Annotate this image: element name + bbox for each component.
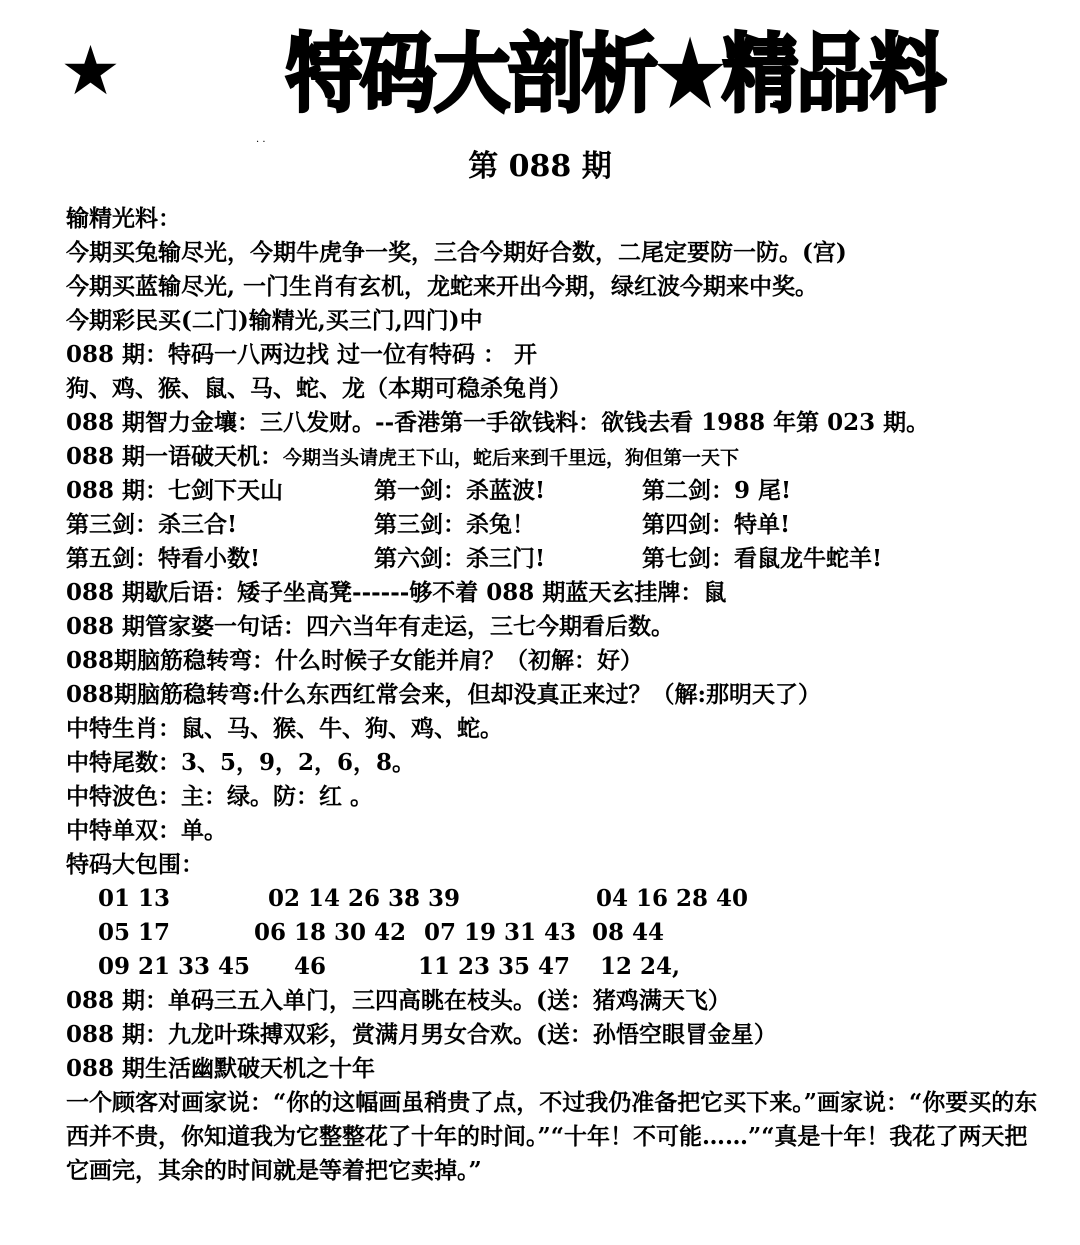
sword-cell: 第一剑：杀蓝波! bbox=[374, 477, 546, 504]
sword-row bbox=[66, 474, 1046, 508]
number-group: 07 19 31 43 bbox=[424, 919, 577, 946]
text-line: 088 期管家婆一句话：四六当年有走运，三七今期看后数。 bbox=[66, 613, 675, 640]
yiyu-text: 今期当头请虎王下山，蛇后来到千里远，狗但第一天下 bbox=[283, 447, 740, 469]
text-line: 中特生肖：鼠、马、猴、牛、狗、鸡、蛇。 bbox=[66, 715, 503, 742]
text-line: 今期买兔输尽光，今期牛虎争一奖，三合今期好合数，二尾定要防一防。(宫) bbox=[66, 239, 847, 266]
star-icon: ★ bbox=[60, 32, 121, 111]
sword-cell: 第三剑：杀三合! bbox=[66, 511, 238, 538]
sword-cell: 第六剑：杀三门! bbox=[374, 545, 546, 572]
yiyu-label: 088 期一语破天机： bbox=[66, 443, 284, 470]
text-line: 中特波色：主：绿。防：红 。 bbox=[66, 783, 374, 810]
issue-number: 第 088 期 bbox=[468, 149, 612, 184]
number-group: 08 44 bbox=[592, 919, 665, 946]
sword-cell: 第三剑：杀兔！ bbox=[374, 511, 535, 538]
text-line: 088 期：单码三五入单门，三四高眺在枝头。(送：猪鸡满天飞） bbox=[66, 987, 731, 1014]
text-line: 输精光料： bbox=[66, 205, 181, 232]
sword-cell: 第七剑：看鼠龙牛蛇羊! bbox=[642, 545, 883, 572]
text-line: 中特单双：单。 bbox=[66, 817, 227, 844]
sword-cell: 第二剑：9 尾! bbox=[642, 477, 792, 504]
text-line: 088 期：特码一八两边找 过一位有特码 ： 开 bbox=[66, 341, 538, 368]
text-line: 088期脑筋稳转弯：什么时候子女能并肩？（初解：好） bbox=[66, 647, 644, 674]
text-line: 088 期：九龙叶珠搏双彩，赏满月男女合欢。(送：孙悟空眼冒金星） bbox=[66, 1021, 777, 1048]
number-group: 39 bbox=[428, 885, 461, 912]
number-row bbox=[66, 882, 1046, 916]
number-group: 06 18 30 42 bbox=[254, 919, 407, 946]
number-group: 12 24, bbox=[600, 953, 681, 980]
text-line: 特码大包围： bbox=[66, 851, 204, 878]
sword-row bbox=[66, 542, 1046, 576]
number-group: 04 16 28 40 bbox=[596, 885, 749, 912]
text-line: 088期脑筋稳转弯:什么东西红常会来，但却没真正来过？（解:那明天了） bbox=[66, 681, 821, 708]
text-line: 088 期智力金壤：三八发财。--香港第一手欲钱料：欲钱去看 1988 年第 023 期。 bbox=[66, 409, 930, 436]
number-group: 09 21 33 45 bbox=[98, 953, 251, 980]
number-group: 02 14 26 38 bbox=[268, 885, 421, 912]
text-line: 中特尾数：3、5，9，2，6，8。 bbox=[66, 749, 416, 776]
number-group: 05 17 bbox=[98, 919, 171, 946]
text-line: 088 期生活幽默破天机之十年 bbox=[66, 1055, 376, 1082]
text-line: 今期买蓝输尽光, 一门生肖有玄机，龙蛇来开出今期，绿红波今期来中奖。 bbox=[66, 273, 819, 300]
number-row bbox=[66, 950, 1046, 984]
sword-cell: 第五剑：特看小数! bbox=[66, 545, 261, 572]
text-line: 狗、鸡、猴、鼠、马、蛇、龙（本期可稳杀兔肖） bbox=[66, 375, 572, 402]
number-group: 46 bbox=[294, 953, 327, 980]
humor-story: 一个顾客对画家说：“你的这幅画虽稍贵了点，不过我仍准备把它买下来。”画家说：“你要买的东西并不贵，你知道我为它整整花了十年的时间。”“十年！不可能……”“真是十年！我花了两天把它画完，其余的时间就是等着把它卖掉。” bbox=[66, 1089, 1038, 1184]
sword-row bbox=[66, 508, 1046, 542]
sword-cell: 第四剑：特单! bbox=[642, 511, 791, 538]
text-line: 今期彩民买(二门)输精光,买三门,四门)中 bbox=[66, 307, 483, 334]
number-row bbox=[66, 916, 1046, 950]
sword-cell: 088 期：七剑下天山 bbox=[66, 477, 284, 504]
number-group: 01 13 bbox=[98, 885, 171, 912]
decorative-dots: · · bbox=[256, 137, 266, 148]
text-line: 088 期歇后语：矮子坐高凳------够不着 088 期蓝天玄挂牌：鼠 bbox=[66, 579, 727, 606]
yiyu-line bbox=[66, 440, 1046, 474]
number-group: 11 23 35 47 bbox=[418, 953, 571, 980]
page-headline: 特码大剖析★精品料 bbox=[286, 24, 945, 124]
article-body bbox=[66, 202, 1046, 1188]
